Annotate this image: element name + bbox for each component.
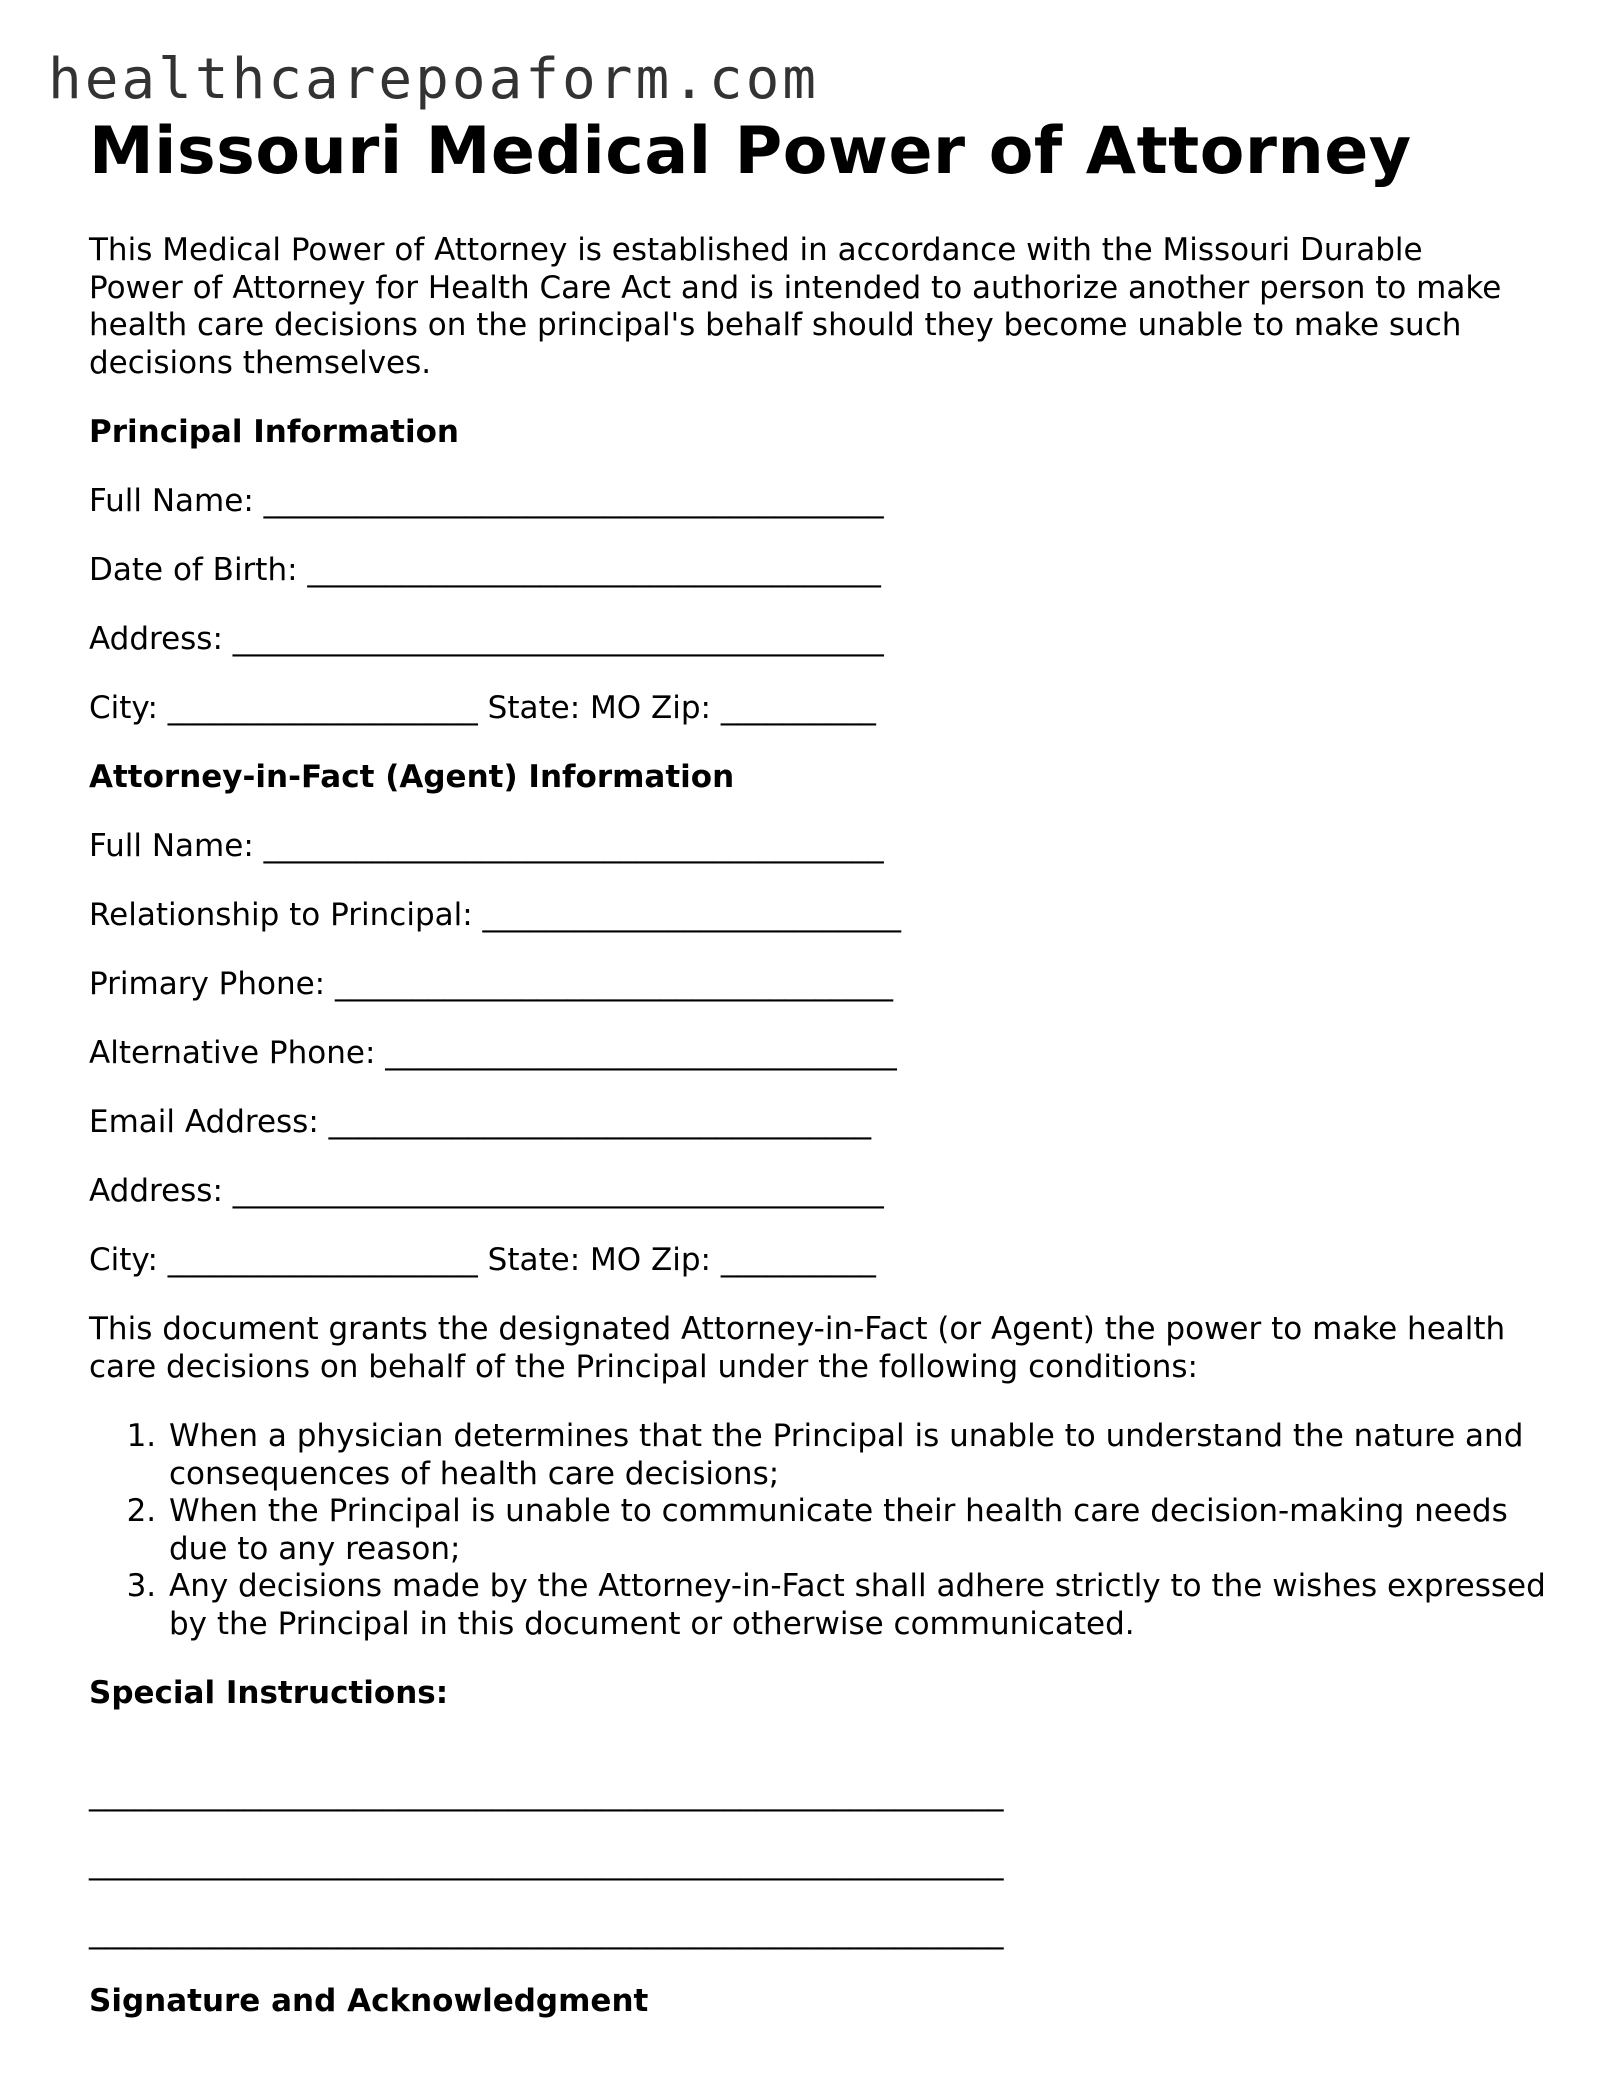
agent-address-field[interactable]: Address: __________________________________________	[89, 1173, 884, 1209]
principal-address-field[interactable]: Address: __________________________________________	[89, 621, 884, 657]
agent-email-field[interactable]: Email Address: ___________________________________	[89, 1104, 872, 1140]
condition-item: 1. When a physician determines that the Principal is unable to understand the nature and consequences of health care decisions;	[166, 1418, 1556, 1493]
special-instructions-line[interactable]: ___________________________________________________________	[89, 1914, 1004, 1950]
special-instructions-line[interactable]: ___________________________________________________________	[89, 1776, 1004, 1812]
principal-full-name-field[interactable]: Full Name: ________________________________________	[89, 483, 884, 519]
agent-full-name-field[interactable]: Full Name: ________________________________________	[89, 828, 884, 864]
special-instructions-line[interactable]: ___________________________________________________________	[89, 1845, 1004, 1881]
conditions-list	[89, 1418, 1556, 1643]
special-instructions-heading: Special Instructions:	[89, 1675, 449, 1711]
agent-primary-phone-field[interactable]: Primary Phone: ____________________________________	[89, 966, 893, 1002]
principal-dob-field[interactable]: Date of Birth: _____________________________________	[89, 552, 881, 588]
agent-alt-phone-field[interactable]: Alternative Phone: _________________________________	[89, 1035, 897, 1071]
page-title: Missouri Medical Power of Attorney	[89, 114, 1412, 189]
condition-item: 3. Any decisions made by the Attorney-in-Fact shall adhere strictly to the wishes expressed by the Principal in this document or otherwise communicated.	[166, 1568, 1556, 1643]
condition-item: 2. When the Principal is unable to communicate their health care decision-making needs due to any reason;	[166, 1493, 1556, 1568]
principal-city-state-zip-field[interactable]: City: ____________________ State: MO Zip: __________	[89, 690, 876, 726]
principal-heading: Principal Information	[89, 414, 459, 450]
agent-heading: Attorney-in-Fact (Agent) Information	[89, 759, 735, 795]
grant-paragraph: This document grants the designated Attorney-in-Fact (or Agent) the power to make health care decisions on behalf of the Principal under the following conditions:	[89, 1311, 1506, 1385]
agent-city-state-zip-field[interactable]: City: ____________________ State: MO Zip: __________	[89, 1242, 876, 1278]
watermark: healthcarepoaform.com	[48, 47, 820, 112]
agent-relationship-field[interactable]: Relationship to Principal: ___________________________	[89, 897, 902, 933]
intro-paragraph: This Medical Power of Attorney is established in accordance with the Missouri Durable Power of Attorney for Health Care Act and is intended to authorize another person to make health care decisions on the principal's behalf should they become unable to make such decisions themselves.	[89, 232, 1502, 381]
signature-heading: Signature and Acknowledgment	[89, 1983, 649, 2019]
document-body	[89, 112, 1546, 2020]
